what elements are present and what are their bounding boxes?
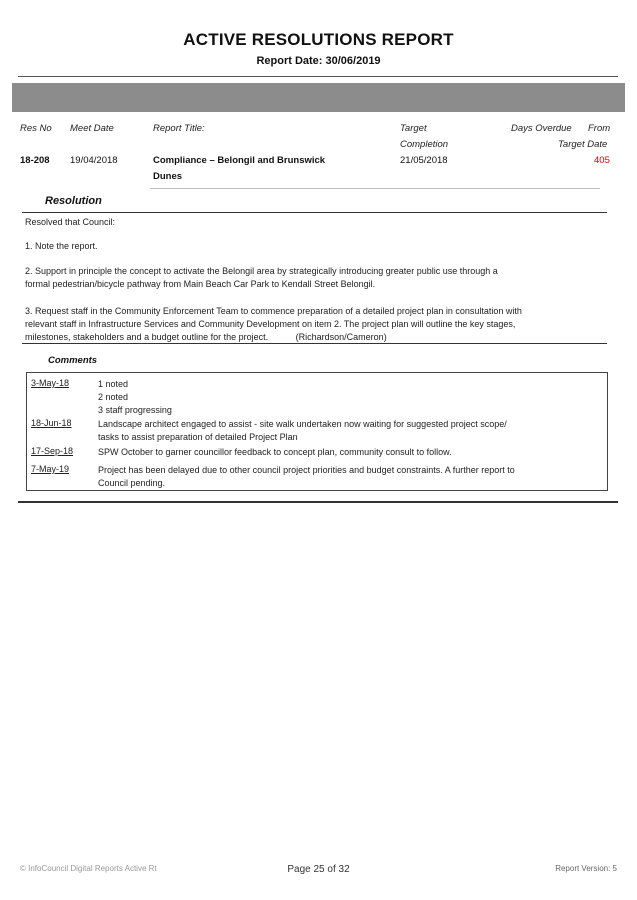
row-divider bbox=[150, 188, 600, 189]
resolution-intro: Resolved that Council: bbox=[25, 217, 116, 227]
comment-text: Project has been delayed due to other council project priorities and budget constraints. A further report to bbox=[98, 465, 515, 475]
header-target-date: Target Date bbox=[558, 139, 608, 150]
resolution-item-3-line-2: relevant staff in Infrastructure Services and Community Development on item 2. The project plan will outline the key stages, bbox=[25, 319, 516, 329]
row-meet-date: 19/04/2018 bbox=[70, 155, 118, 166]
footer-version: Report Version: 5 bbox=[555, 864, 617, 873]
comment-text: SPW October to garner councillor feedback to concept plan, community consult to follow. bbox=[98, 447, 452, 457]
comment-date: 7-May-19 bbox=[31, 464, 70, 474]
header-meet-date: Meet Date bbox=[70, 123, 114, 134]
comment-date: 18-Jun-18 bbox=[31, 418, 72, 428]
comment-text: Council pending. bbox=[98, 478, 166, 488]
row-target-completion: 21/05/2018 bbox=[400, 155, 448, 166]
header-from: From bbox=[588, 123, 611, 134]
header-res-no: Res No bbox=[20, 123, 52, 134]
comment-text: Landscape architect engaged to assist - site walk undertaken now waiting for suggested project scope/ bbox=[98, 419, 507, 429]
row-title-line2: Dunes bbox=[153, 171, 183, 182]
resolution-item-1: 1. Note the report. bbox=[25, 241, 98, 251]
header-target: Target bbox=[400, 123, 427, 134]
resolution-item-3-line-1: 3. Request staff in the Community Enforcement Team to commence preparation of a detailed project plan in consultation with bbox=[25, 306, 522, 316]
resolution-bottom-divider bbox=[22, 343, 607, 344]
row-res-no: 18-208 bbox=[20, 155, 50, 166]
resolution-item-2-line-1: 2. Support in principle the concept to activate the Belongil area by strategically introducing greater public use through a bbox=[25, 266, 498, 276]
footer-page-number: Page 25 of 32 bbox=[287, 864, 350, 875]
comment-text: tasks to assist preparation of detailed Project Plan bbox=[98, 432, 298, 442]
resolution-divider bbox=[22, 212, 607, 213]
resolution-item-2-line-2: formal pedestrian/bicycle pathway from Main Beach Car Park to Kendall Street Belongil. bbox=[25, 279, 376, 289]
report-date: Report Date: 30/06/2019 bbox=[256, 55, 381, 67]
footer-left: © InfoCouncil Digital Reports Active Rt bbox=[20, 864, 157, 873]
row-title-line1: Compliance – Belongil and Brunswick bbox=[153, 155, 326, 166]
top-divider bbox=[18, 76, 618, 77]
comment-date: 17-Sep-18 bbox=[31, 446, 74, 456]
comments-heading: Comments bbox=[48, 355, 98, 366]
header-days-overdue: Days Overdue bbox=[511, 123, 572, 134]
header-band bbox=[12, 83, 625, 112]
resolution-heading: Resolution bbox=[45, 195, 102, 207]
section-bottom-divider bbox=[18, 501, 618, 503]
comment-text: 1 noted bbox=[98, 379, 129, 389]
comment-text: 2 noted bbox=[98, 392, 129, 402]
row-days-overdue: 405 bbox=[594, 155, 610, 166]
header-completion: Completion bbox=[400, 139, 449, 150]
header-report-title: Report Title: bbox=[153, 123, 205, 134]
report-title: ACTIVE RESOLUTIONS REPORT bbox=[183, 30, 454, 49]
comment-text: 3 staff progressing bbox=[98, 405, 172, 415]
comment-date: 3-May-18 bbox=[31, 378, 70, 388]
resolution-item-3-line-3: milestones, stakeholders and a budget outline for the project. (Richardson/Cameron) bbox=[25, 332, 387, 342]
